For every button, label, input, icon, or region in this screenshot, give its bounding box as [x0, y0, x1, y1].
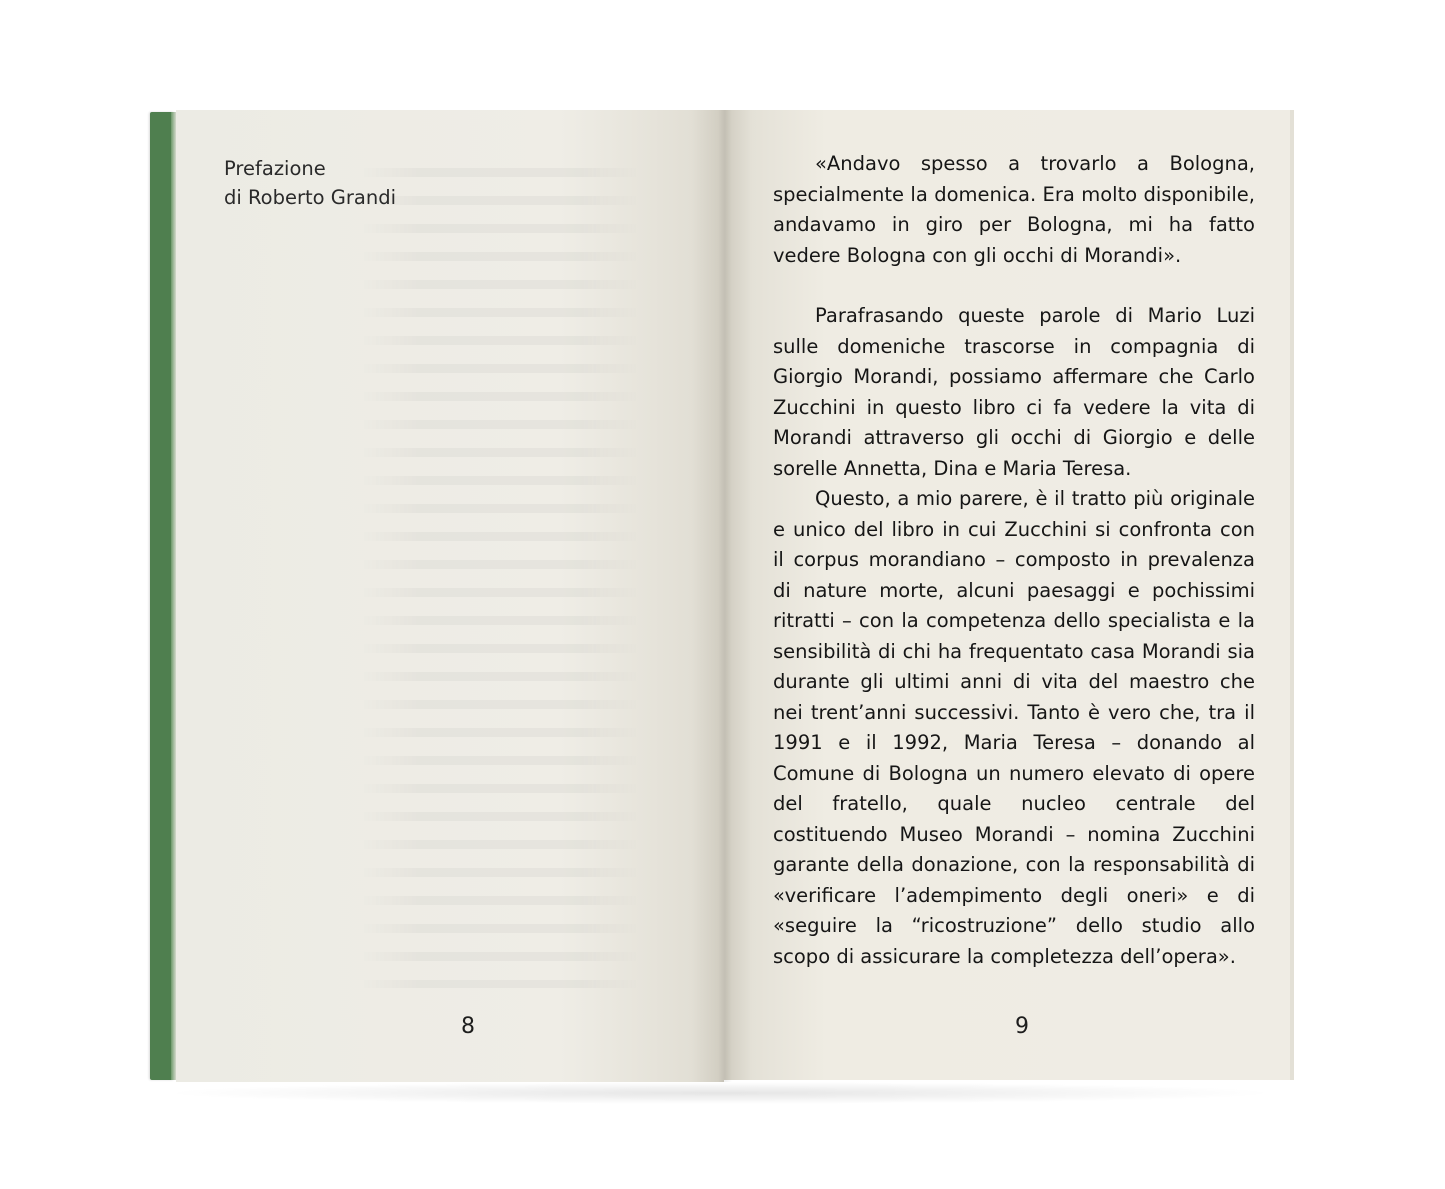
book-shadow — [160, 1082, 1280, 1104]
book-gutter — [718, 110, 732, 1082]
show-through-text — [360, 168, 640, 988]
page-number-right: 9 — [1015, 1014, 1029, 1039]
paragraph-quote: «Andavo spesso a trovarlo a Bologna, specialmente la domenica. Era molto disponibile, andavamo in giro per Bologna, mi ha fatto vedere Bologna con gli occhi di Morandi». — [773, 152, 1255, 267]
paragraph: Parafrasando queste parole di Mario Luzi sulle domeniche trascorse in compagnia di Giorgio Morandi, possiamo affermare che Carlo Zucchini in questo libro ci fa vedere la vita di Morandi attraverso gli occhi di Giorgio e delle sorelle Annetta, Dina e Maria Teresa. — [773, 304, 1255, 480]
heading-author: di Roberto Grandi — [224, 186, 396, 209]
body-text — [773, 149, 1255, 972]
chapter-heading — [224, 154, 396, 212]
page-number-left: 8 — [461, 1014, 475, 1039]
heading-title: Prefazione — [224, 157, 326, 180]
paragraph: Questo, a mio parere, è il tratto più originale e unico del libro in cui Zucchini si confronta con il corpus morandiano – composto in prevalenza di nature morte, alcuni paesaggi e pochissimi ritratti – con la competenza dello specialista e la sensibilità di chi ha frequentato casa Morandi sia durante gli ultimi anni di vita del maestro che nei trent’anni successivi. Tanto è vero che, tra il 1991 e il 1992, Maria Teresa – donando al Comune di Bologna un numero elevato di opere del fratello, quale nucleo centrale del costituendo Museo Morandi – nomina Zucchini garante della donazione, con la responsabilità di «verificare l’adempimento degli oneri» e di «seguire la “ricostruzione” dello studio allo scopo di assicurare la completezza dell’opera». — [773, 487, 1255, 968]
